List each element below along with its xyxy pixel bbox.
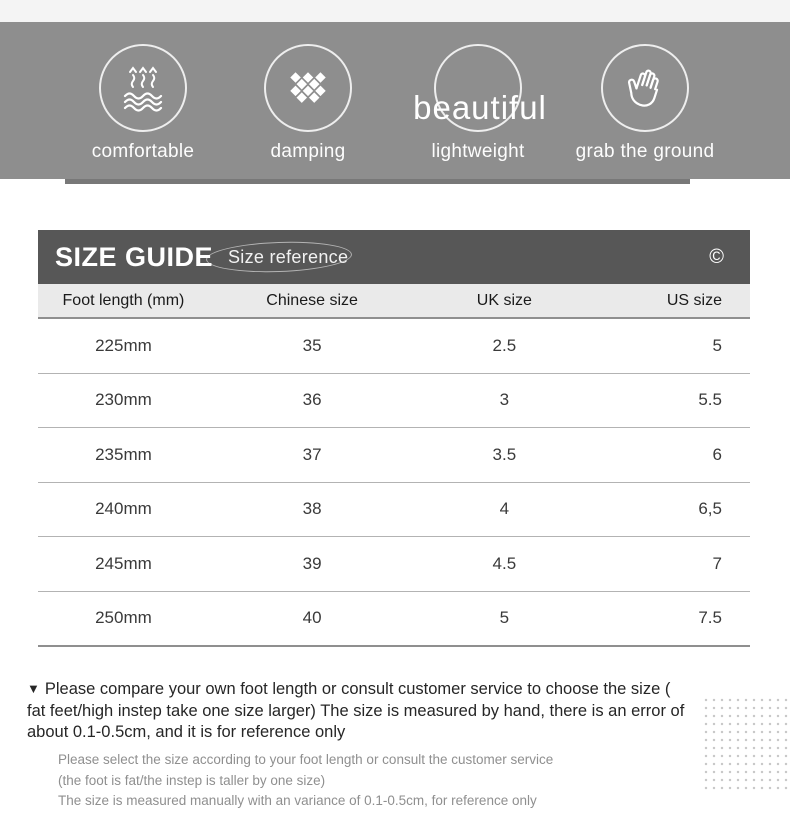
table-cell: 235mm <box>95 444 152 464</box>
table-cell: 2.5 <box>492 335 517 355</box>
table-cell: 7.5 <box>698 608 722 628</box>
table-cell: 230mm <box>95 390 152 410</box>
size-guide-title: SIZE GUIDE <box>55 241 214 272</box>
breathable-icon <box>118 63 168 113</box>
note-line: The size is measured manually with an variance of 0.1-0.5cm, for reference only <box>58 793 537 808</box>
table-row <box>38 537 750 592</box>
banner-bottom-edge <box>65 179 690 184</box>
size-guide-subtitle: Size reference <box>228 247 349 267</box>
size-table <box>38 284 750 647</box>
table-row <box>38 428 750 483</box>
table-cell: 240mm <box>95 499 152 519</box>
note-line: fat feet/high instep take one size larger) The size is measured by hand, there is an error of <box>27 701 685 720</box>
table-row <box>38 374 750 429</box>
table-row <box>38 319 750 374</box>
size-table-header-row <box>38 284 750 319</box>
table-row <box>38 592 750 648</box>
feature-circle <box>601 44 689 132</box>
table-cell: 38 <box>302 499 322 519</box>
note-line: Please select the size according to your foot length or consult the customer service <box>58 752 554 767</box>
table-cell: 6,5 <box>698 499 722 519</box>
table-cell: 250mm <box>95 608 152 628</box>
table-row <box>38 483 750 538</box>
top-strip <box>0 0 790 22</box>
table-cell: 5 <box>712 335 722 355</box>
feature-banner <box>0 22 790 179</box>
note-secondary <box>58 750 618 812</box>
table-cell: 35 <box>302 335 322 355</box>
note-primary <box>27 678 687 744</box>
hand-icon <box>621 64 669 112</box>
table-cell: 3 <box>499 390 510 410</box>
table-cell: 7 <box>712 553 722 573</box>
triangle-marker-icon: ▼ <box>27 681 40 696</box>
header-cell: UK size <box>476 291 532 309</box>
feature-label: comfortable <box>91 141 195 162</box>
table-cell: 37 <box>302 444 322 464</box>
table-cell: 36 <box>302 390 322 410</box>
header-cell: Chinese size <box>266 291 358 309</box>
header-cell: US size <box>666 291 722 309</box>
table-cell: 4.5 <box>492 553 517 573</box>
dot-pattern-decoration <box>702 696 790 792</box>
feature-label: damping <box>270 141 346 162</box>
header-cell: Foot length (mm) <box>62 291 185 309</box>
table-cell: 5.5 <box>698 390 722 410</box>
note-line <box>27 678 687 701</box>
table-cell: 40 <box>302 608 322 628</box>
note-line: about 0.1-0.5cm, and it is for reference only <box>27 723 346 741</box>
table-cell: 3.5 <box>492 444 517 464</box>
feature-comfortable <box>58 44 228 163</box>
table-cell: 225mm <box>95 335 152 355</box>
damping-icon <box>285 67 331 109</box>
note-line: (the foot is fat/the instep is taller by one size) <box>58 772 326 788</box>
feature-label: lightweight <box>431 141 525 162</box>
copyright-icon: © <box>709 246 724 268</box>
beautiful-overlay-text: beautiful <box>413 89 547 126</box>
table-cell: 39 <box>302 553 322 573</box>
feature-damping <box>223 44 393 163</box>
feature-circle <box>99 44 187 132</box>
table-cell: 5 <box>499 608 510 628</box>
size-guide-bar <box>38 230 750 284</box>
table-cell: 245mm <box>95 553 152 573</box>
table-cell: 4 <box>499 499 510 519</box>
feature-circle <box>264 44 352 132</box>
feature-label: grab the ground <box>575 141 715 162</box>
size-table-body <box>38 319 750 647</box>
note-text: Please compare your own foot length or consult customer service to choose the size ( <box>44 680 671 698</box>
feature-grab-the-ground <box>560 44 730 163</box>
table-cell: 6 <box>712 444 722 464</box>
